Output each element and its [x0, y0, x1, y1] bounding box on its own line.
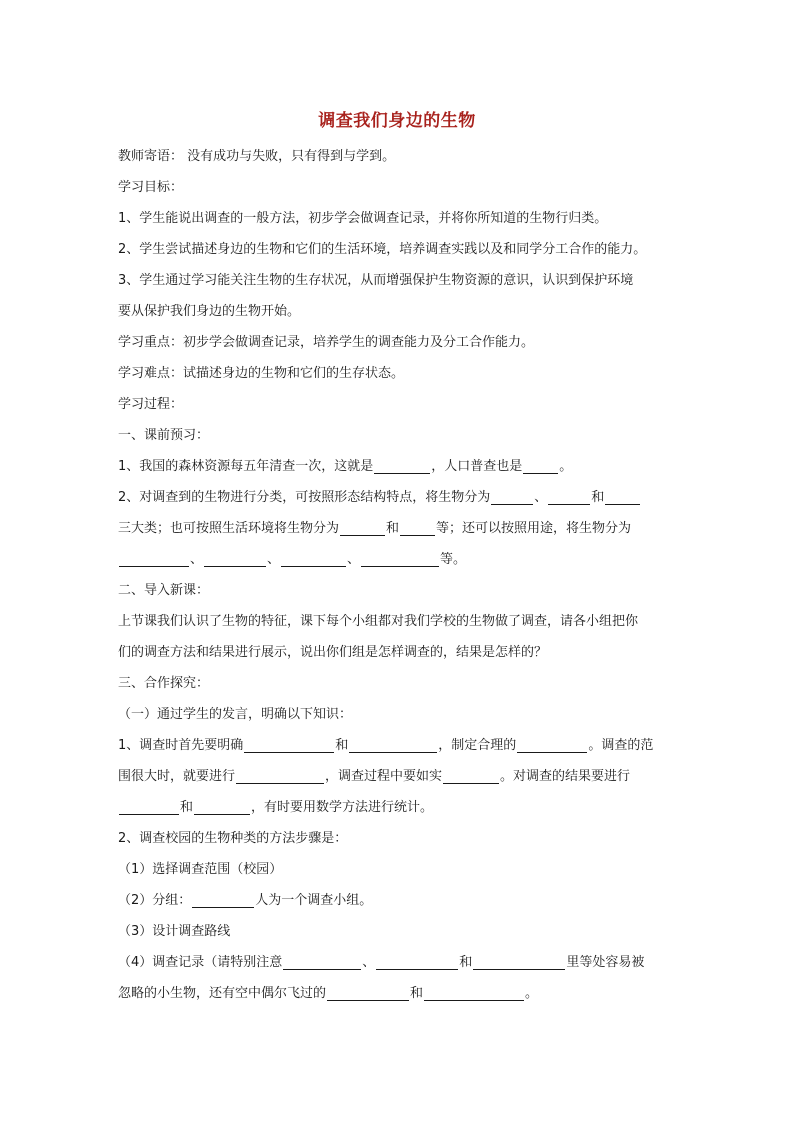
text-segment: 等；还可以按照用途，将生物分为 [436, 521, 632, 536]
text-segment: （4）调查记录（请特别注意 [118, 955, 283, 970]
section-3-heading: 三、合作探究： [118, 676, 210, 691]
fill-blank[interactable] [491, 490, 533, 505]
text-segment: 三大类；也可按照生活环境将生物分为 [118, 521, 340, 536]
fill-blank[interactable] [281, 552, 346, 567]
text-segment: 和 [410, 986, 424, 1001]
text-segment: 和 [386, 521, 400, 536]
fill-blank[interactable] [244, 738, 334, 753]
question-1-1 [118, 451, 678, 482]
difficult-points: 学习难点：试描述身边的生物和它们的生存状态。 [118, 366, 405, 381]
question-1-2-cont [118, 513, 678, 544]
text-segment: 里等处容易被 [566, 955, 645, 970]
teacher-message: 教师寄语： 没有成功与失败，只有得到与学到。 [118, 149, 396, 164]
objectives-heading: 学习目标： [118, 180, 184, 195]
text-segment: 1、我国的森林资源每五年清查一次，这就是 [118, 459, 374, 474]
fill-blank[interactable] [340, 521, 385, 536]
intro-paragraph: 上节课我们认识了生物的特征，课下每个小组都对我们学校的生物做了调查，请各小组把你 [118, 614, 639, 629]
fill-blank[interactable] [119, 552, 189, 567]
fill-blank[interactable] [361, 552, 439, 567]
text-segment: 人为一个调查小组。 [255, 893, 373, 908]
text-segment: 和 [180, 800, 194, 815]
fill-blank[interactable] [349, 738, 437, 753]
fill-blank[interactable] [374, 459, 430, 474]
fill-blank[interactable] [192, 893, 254, 908]
text-segment: 。 [525, 986, 539, 1001]
text-segment: 、 [347, 552, 361, 567]
text-segment: 。 [559, 459, 573, 474]
subsection-1-heading: （一）通过学生的发言，明确以下知识： [118, 707, 353, 722]
text-segment: 2、对调查到的生物进行分类，可按照形态结构特点，将生物分为 [118, 490, 491, 505]
text-segment: ，制定合理的 [438, 738, 517, 753]
fill-blank[interactable] [473, 955, 565, 970]
knowledge-1 [118, 730, 678, 761]
text-segment: ，有时要用数学方法进行统计。 [251, 800, 434, 815]
objective-1: 1、学生能说出调查的一般方法，初步学会做调查记录，并将你所知道的生物行归类。 [118, 211, 608, 226]
objective-2: 2、学生尝试描述身边的生物和它们的生活环境，培养调查实践以及和同学分工合作的能力。 [118, 242, 647, 257]
fill-blank[interactable] [194, 800, 250, 815]
text-segment: 、 [534, 490, 548, 505]
text-segment: 、 [190, 552, 204, 567]
knowledge-1-cont [118, 761, 678, 792]
key-points: 学习重点：初步学会做调查记录，培养学生的调查能力及分工合作能力。 [118, 335, 535, 350]
fill-blank[interactable] [548, 490, 590, 505]
fill-blank[interactable] [376, 955, 458, 970]
process-heading: 学习过程： [118, 397, 184, 412]
objective-3: 3、学生通过学习能关注生物的生存状况，从而增强保护生物资源的意识，认识到保护环境 [118, 273, 634, 288]
fill-blank[interactable] [605, 490, 640, 505]
question-1-2-cont2 [118, 544, 678, 575]
text-segment: ，调查过程中要如实 [325, 769, 443, 784]
step-3: （3）设计调查路线 [118, 924, 231, 939]
text-segment: 围很大时，就要进行 [118, 769, 236, 784]
section-1-heading: 一、课前预习： [118, 428, 210, 443]
text-segment: 和 [591, 490, 605, 505]
fill-blank[interactable] [517, 738, 587, 753]
section-2-heading: 二、导入新课： [118, 583, 210, 598]
knowledge-2: 2、调查校园的生物种类的方法步骤是： [118, 831, 348, 846]
step-1: （1）选择调查范围（校园） [118, 862, 283, 877]
knowledge-1-cont2 [118, 792, 678, 823]
fill-blank[interactable] [119, 800, 179, 815]
fill-blank[interactable] [236, 769, 324, 784]
document-body [118, 141, 678, 1009]
objective-3-cont: 要从保护我们身边的生物开始。 [118, 304, 301, 319]
fill-blank[interactable] [400, 521, 435, 536]
page-title: 调查我们身边的生物 [318, 111, 476, 131]
text-segment: 等。 [440, 552, 467, 567]
text-segment: 。对调查的结果要进行 [500, 769, 631, 784]
intro-paragraph-cont: 们的调查方法和结果进行展示，说出你们组是怎样调查的，结果是怎样的？ [118, 645, 548, 660]
fill-blank[interactable] [523, 459, 558, 474]
fill-blank[interactable] [424, 986, 524, 1001]
text-segment: 忽略的小生物，还有空中偶尔飞过的 [118, 986, 327, 1001]
fill-blank[interactable] [204, 552, 266, 567]
text-segment: 、 [267, 552, 281, 567]
fill-blank[interactable] [283, 955, 361, 970]
text-segment: 1、调查时首先要明确 [118, 738, 244, 753]
text-segment: 。调查的范 [588, 738, 654, 753]
fill-blank[interactable] [327, 986, 409, 1001]
text-segment: 、 [362, 955, 376, 970]
step-2 [118, 885, 678, 916]
text-segment: ，人口普查也是 [431, 459, 523, 474]
step-4-cont [118, 978, 678, 1009]
text-segment: 和 [459, 955, 473, 970]
question-1-2 [118, 482, 678, 513]
text-segment: 和 [335, 738, 349, 753]
step-4 [118, 947, 678, 978]
fill-blank[interactable] [443, 769, 499, 784]
text-segment: （2）分组： [118, 893, 192, 908]
